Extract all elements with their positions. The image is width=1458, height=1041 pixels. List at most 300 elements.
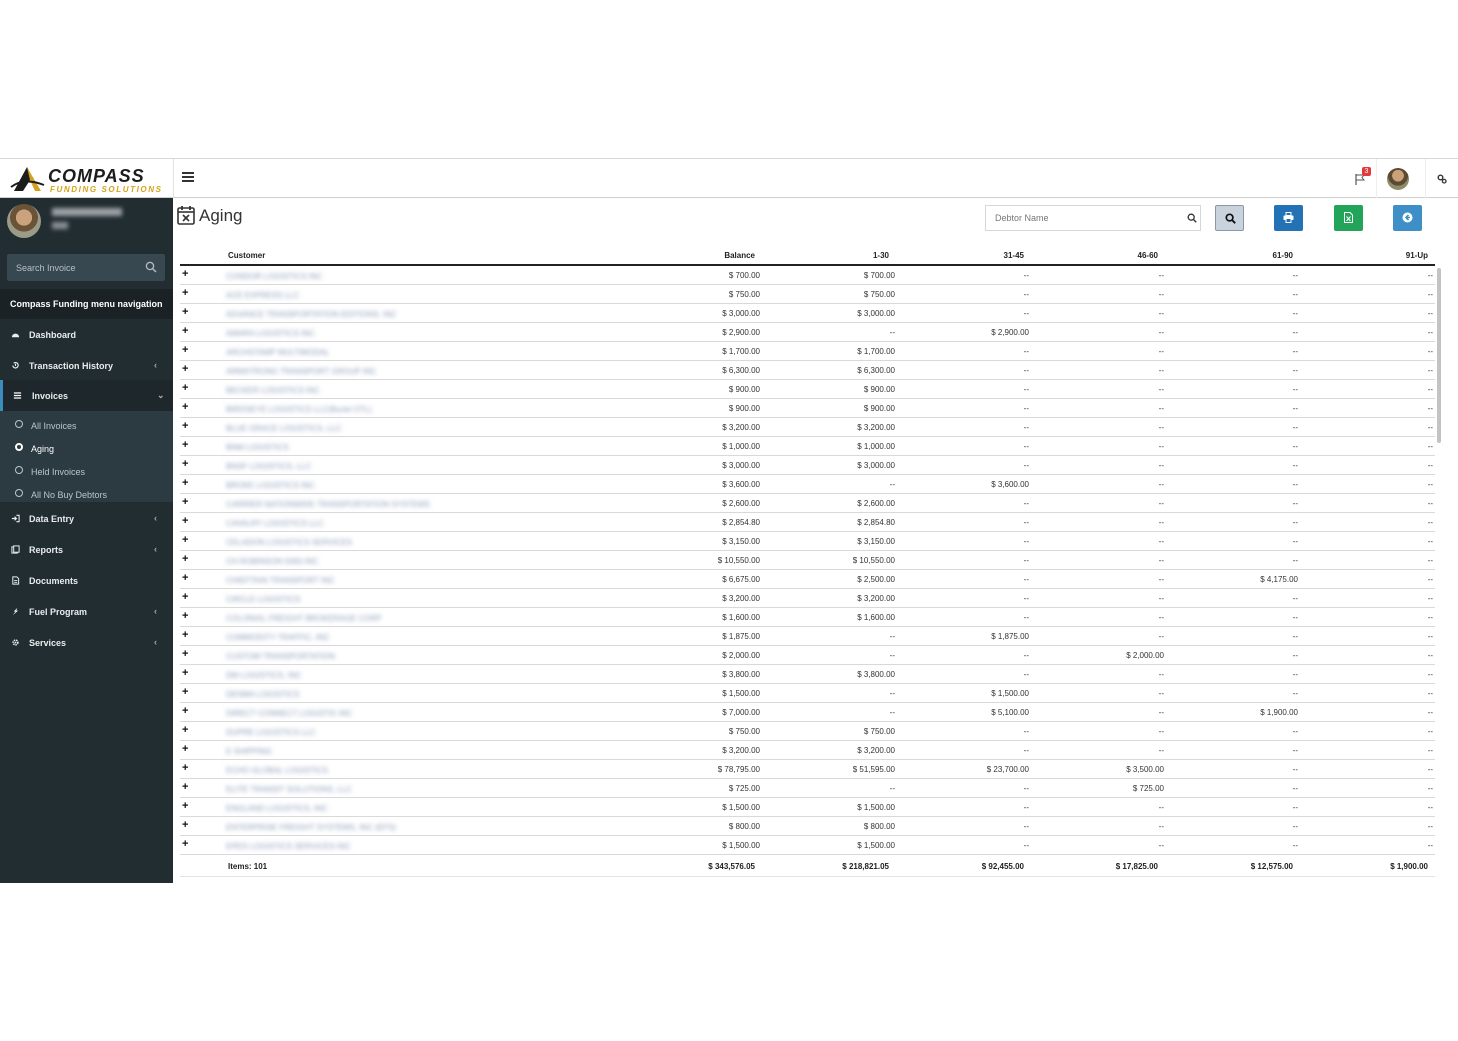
cell-balance: $ 7,000.00	[722, 708, 760, 717]
sidebar-item-label: Reports	[29, 545, 64, 555]
column-header-1-30[interactable]: 1-30	[872, 251, 889, 260]
cell-1-30: $ 1,500.00	[857, 803, 895, 812]
main-content	[173, 198, 1458, 883]
table-row	[180, 513, 1435, 532]
expand-row-icon[interactable]: +	[182, 705, 189, 717]
cell-31-45: $ 5,100.00	[991, 708, 1029, 717]
cell-1-30: $ 1,500.00	[857, 841, 895, 850]
expand-row-icon[interactable]: +	[182, 496, 189, 508]
total-1-30: $ 218,821.05	[842, 862, 889, 871]
cell-91-up: --	[1427, 670, 1433, 679]
cell-balance: $ 3,000.00	[722, 309, 760, 318]
customer-link[interactable]: ARMSTRONG TRANSPORT GROUP INC	[226, 367, 377, 376]
expand-row-icon[interactable]: +	[182, 287, 189, 299]
cell-1-30: $ 750.00	[863, 290, 895, 299]
cell-balance: $ 3,800.00	[722, 670, 760, 679]
cell-1-30: $ 3,000.00	[857, 309, 895, 318]
expand-row-icon[interactable]: +	[182, 591, 189, 603]
cell-31-45: --	[1023, 575, 1029, 584]
customer-link[interactable]: CUSTOM TRANSPORTATION	[226, 652, 336, 661]
chevron-left-icon: ‹	[154, 637, 157, 647]
cell-61-90: --	[1292, 670, 1298, 679]
cell-61-90: --	[1292, 632, 1298, 641]
column-header-customer[interactable]: Customer	[228, 251, 266, 260]
cell-46-60: --	[1158, 499, 1164, 508]
customer-link[interactable]: ENTERPRISE FREIGHT SYSTEMS, INC (EFS)	[226, 823, 397, 832]
cell-balance: $ 1,875.00	[722, 632, 760, 641]
cell-61-90: --	[1292, 537, 1298, 546]
expand-row-icon[interactable]: +	[182, 781, 189, 793]
table-row	[180, 779, 1435, 798]
cell-balance: $ 900.00	[728, 404, 760, 413]
table-row	[180, 741, 1435, 760]
cell-balance: $ 3,150.00	[722, 537, 760, 546]
cell-1-30: $ 51,595.00	[852, 765, 895, 774]
cell-balance: $ 2,000.00	[722, 651, 760, 660]
cell-31-45: --	[1023, 347, 1029, 356]
cell-balance: $ 700.00	[728, 271, 760, 280]
cell-61-90: --	[1292, 290, 1298, 299]
expand-row-icon[interactable]: +	[182, 724, 189, 736]
table-row	[180, 494, 1435, 513]
items-count: Items: 101	[228, 862, 268, 871]
cell-1-30: --	[889, 689, 895, 698]
customer-link[interactable]: ADVANCE TRANSPORTATION EDITIONS, INC	[226, 310, 397, 319]
table-row	[180, 722, 1435, 741]
expand-row-icon[interactable]: +	[182, 553, 189, 565]
table-row	[180, 437, 1435, 456]
cell-46-60: --	[1158, 537, 1164, 546]
cell-91-up: --	[1427, 347, 1433, 356]
cell-balance: $ 1,000.00	[722, 442, 760, 451]
submenu-label: Aging	[31, 444, 55, 454]
table-row	[180, 551, 1435, 570]
customer-link[interactable]: CHIEFTAIN TRANSPORT INC	[226, 576, 335, 585]
expand-row-icon[interactable]: +	[182, 534, 189, 546]
cell-91-up: --	[1427, 537, 1433, 546]
notification-badge: 3	[1362, 167, 1371, 176]
cell-31-45: --	[1023, 651, 1029, 660]
invoices-submenu	[0, 411, 173, 502]
cell-46-60: --	[1158, 689, 1164, 698]
excel-file-icon	[1343, 212, 1354, 223]
cell-1-30: $ 1,600.00	[857, 613, 895, 622]
cell-31-45: --	[1023, 670, 1029, 679]
column-header-balance[interactable]: Balance	[724, 251, 755, 260]
expand-row-icon[interactable]: +	[182, 610, 189, 622]
sidebar-item-label: Services	[29, 638, 67, 648]
sidebar-avatar	[7, 204, 41, 238]
cell-31-45: --	[1023, 404, 1029, 413]
cell-46-60: --	[1158, 423, 1164, 432]
cell-46-60: --	[1158, 442, 1164, 451]
cell-46-60: --	[1158, 594, 1164, 603]
cell-91-up: --	[1427, 480, 1433, 489]
table-row	[180, 418, 1435, 437]
cell-61-90: --	[1292, 689, 1298, 698]
cell-balance: $ 800.00	[728, 822, 760, 831]
total-91-up: $ 1,900.00	[1390, 862, 1428, 871]
cell-balance: $ 750.00	[728, 290, 760, 299]
customer-link[interactable]: BIRDSEYE LOGISTICS LLC(Buriel OTL)	[226, 405, 372, 414]
cell-1-30: --	[889, 784, 895, 793]
chevron-left-icon: ‹	[154, 606, 157, 616]
cell-31-45: --	[1023, 784, 1029, 793]
customer-link[interactable]: DM LOGISTICS, INC	[226, 671, 302, 680]
circle-icon	[15, 443, 23, 451]
search-icon	[1225, 213, 1236, 224]
navbar-divider	[173, 159, 174, 199]
chevron-down-icon: ⌄	[157, 390, 165, 400]
submenu-label: All Invoices	[31, 421, 77, 431]
expand-row-icon[interactable]: +	[182, 667, 189, 679]
sidebar-item-dashboard[interactable]	[0, 319, 173, 350]
table-row	[180, 570, 1435, 589]
user-name-blurred	[52, 208, 122, 216]
cell-91-up: --	[1427, 803, 1433, 812]
cell-91-up: --	[1427, 841, 1433, 850]
expand-row-icon[interactable]: +	[182, 401, 189, 413]
expand-row-icon[interactable]: +	[182, 515, 189, 527]
compass-logo[interactable]	[10, 165, 170, 195]
customer-link[interactable]: CIRCLE LOGISTICS	[226, 595, 301, 604]
expand-row-icon[interactable]: +	[182, 648, 189, 660]
expand-row-icon[interactable]: +	[182, 344, 189, 356]
debtor-search	[985, 205, 1201, 231]
submenu-item-held-invoices[interactable]	[0, 460, 173, 482]
cell-91-up: --	[1427, 822, 1433, 831]
expand-row-icon[interactable]: +	[182, 743, 189, 755]
cell-91-up: --	[1427, 328, 1433, 337]
table-row	[180, 817, 1435, 836]
cell-31-45: $ 23,700.00	[986, 765, 1029, 774]
dashboard-icon	[11, 330, 20, 339]
cell-61-90: --	[1292, 385, 1298, 394]
expand-row-icon[interactable]: +	[182, 838, 189, 850]
expand-row-icon[interactable]: +	[182, 420, 189, 432]
customer-link[interactable]: CONDOR LOGISTICS INC	[226, 272, 323, 281]
cell-91-up: --	[1427, 784, 1433, 793]
cell-91-up: --	[1427, 499, 1433, 508]
cell-61-90: --	[1292, 423, 1298, 432]
user-avatar[interactable]	[1387, 168, 1409, 190]
cell-61-90: --	[1292, 442, 1298, 451]
cell-1-30: --	[889, 632, 895, 641]
customer-link[interactable]: CELADON LOGISTICS SERVICES	[226, 538, 353, 547]
cell-61-90: --	[1292, 594, 1298, 603]
gears-icon[interactable]	[1437, 174, 1447, 184]
expand-row-icon[interactable]: +	[182, 686, 189, 698]
cell-46-60: --	[1158, 309, 1164, 318]
expand-row-icon[interactable]: +	[182, 325, 189, 337]
circle-icon	[15, 466, 23, 474]
cell-61-90: --	[1292, 613, 1298, 622]
customer-link[interactable]: ECHO GLOBAL LOGISTICS	[226, 766, 328, 775]
table-row	[180, 608, 1435, 627]
cell-1-30: $ 3,200.00	[857, 746, 895, 755]
customer-link[interactable]: ACE EXPRESS LLC	[226, 291, 300, 300]
expand-row-icon[interactable]: +	[182, 439, 189, 451]
customer-link[interactable]: CAVALRY LOGISTICS LLC	[226, 519, 324, 528]
cell-1-30: $ 1,000.00	[857, 442, 895, 451]
cell-31-45: --	[1023, 423, 1029, 432]
cell-46-60: --	[1158, 518, 1164, 527]
brand-tagline: FUNDING SOLUTIONS	[50, 185, 163, 194]
cell-61-90: --	[1292, 784, 1298, 793]
customer-link[interactable]: ELITE TRANSIT SOLUTIONS, LLC	[226, 785, 352, 794]
cell-balance: $ 1,600.00	[722, 613, 760, 622]
table-row	[180, 266, 1435, 285]
cell-balance: $ 78,795.00	[717, 765, 760, 774]
cell-61-90: --	[1292, 309, 1298, 318]
table-row	[180, 361, 1435, 380]
cell-31-45: --	[1023, 727, 1029, 736]
expand-row-icon[interactable]: +	[182, 572, 189, 584]
cell-91-up: --	[1427, 461, 1433, 470]
cell-1-30: $ 800.00	[863, 822, 895, 831]
cell-61-90: --	[1292, 404, 1298, 413]
cell-61-90: --	[1292, 841, 1298, 850]
table-row	[180, 589, 1435, 608]
cell-46-60: --	[1158, 480, 1164, 489]
column-header-61-90[interactable]: 61-90	[1272, 251, 1293, 260]
customer-link[interactable]: AMARA LOGISTICS INC	[226, 329, 315, 338]
cell-1-30: $ 2,854.80	[857, 518, 895, 527]
cell-46-60: --	[1158, 556, 1164, 565]
customer-link[interactable]: EPES LOGISTICS SERVICES INC	[226, 842, 351, 851]
export-excel-button[interactable]	[1334, 205, 1363, 231]
compass-logo-icon	[10, 165, 46, 193]
sidebar-item-invoices[interactable]	[0, 380, 173, 411]
table-row	[180, 456, 1435, 475]
history-icon	[11, 361, 20, 370]
cell-1-30: $ 2,500.00	[857, 575, 895, 584]
cell-31-45: --	[1023, 518, 1029, 527]
expand-row-icon[interactable]: +	[182, 762, 189, 774]
cell-61-90: $ 4,175.00	[1260, 575, 1298, 584]
customer-link[interactable]: CH ROBINSON 5063 INC	[226, 557, 319, 566]
table-row	[180, 532, 1435, 551]
cell-91-up: --	[1427, 290, 1433, 299]
customer-link[interactable]: DENMA LOGISTICS	[226, 690, 300, 699]
cell-31-45: $ 3,600.00	[991, 480, 1029, 489]
table-row	[180, 646, 1435, 665]
cell-1-30: $ 1,700.00	[857, 347, 895, 356]
calendar-times-icon	[177, 205, 195, 225]
customer-link[interactable]: E SHIPPING	[226, 747, 272, 756]
submenu-item-all-invoices[interactable]	[0, 414, 173, 436]
table-row	[180, 703, 1435, 722]
cell-91-up: --	[1427, 594, 1433, 603]
cell-1-30: $ 3,200.00	[857, 423, 895, 432]
menu-header: Compass Funding menu navigation	[0, 289, 173, 319]
sidebar-item-reports[interactable]	[0, 534, 173, 565]
brand-name: COMPASS	[48, 166, 145, 186]
cell-46-60: $ 3,500.00	[1126, 765, 1164, 774]
cell-31-45: --	[1023, 841, 1029, 850]
search-button[interactable]	[1215, 205, 1244, 231]
expand-row-icon[interactable]: +	[182, 458, 189, 470]
sidebar-item-fuel-program[interactable]	[0, 596, 173, 627]
customer-link[interactable]: BNSF LOGISTICS, LLC	[226, 462, 312, 471]
cell-46-60: --	[1158, 708, 1164, 717]
cell-1-30: $ 2,600.00	[857, 499, 895, 508]
chevron-left-icon: ‹	[154, 544, 157, 554]
sidebar-item-label: Transaction History	[29, 361, 114, 371]
sidebar	[0, 198, 173, 883]
column-header-31-45[interactable]: 31-45	[1003, 251, 1024, 260]
top-navbar	[0, 158, 1458, 198]
expand-row-icon[interactable]: +	[182, 819, 189, 831]
cell-balance: $ 750.00	[728, 727, 760, 736]
cell-1-30: $ 3,800.00	[857, 670, 895, 679]
customer-link[interactable]: COLONIAL FREIGHT BROKERAGE CORP	[226, 614, 382, 623]
expand-row-icon[interactable]: +	[182, 363, 189, 375]
table-row	[180, 399, 1435, 418]
cell-61-90: --	[1292, 328, 1298, 337]
cell-balance: $ 3,200.00	[722, 423, 760, 432]
submenu-item-no-buy-debtors[interactable]	[0, 483, 173, 505]
sidebar-item-label: Data Entry	[29, 514, 75, 524]
cell-1-30: $ 10,550.00	[852, 556, 895, 565]
back-button[interactable]	[1393, 205, 1422, 231]
customer-link[interactable]: ENGLAND LOGISTICS, INC	[226, 804, 328, 813]
cell-1-30: $ 3,200.00	[857, 594, 895, 603]
sidebar-item-label: Invoices	[32, 391, 69, 401]
cell-91-up: --	[1427, 651, 1433, 660]
list-icon	[13, 391, 22, 400]
customer-link[interactable]: DIRECT CONNECT LOGISTIX INC	[226, 709, 353, 718]
sidebar-item-services[interactable]	[0, 627, 173, 658]
cell-46-60: $ 2,000.00	[1126, 651, 1164, 660]
cell-91-up: --	[1427, 575, 1433, 584]
navbar-separator	[1425, 159, 1426, 199]
cell-balance: $ 10,550.00	[717, 556, 760, 565]
scrollbar-thumb[interactable]	[1437, 268, 1441, 443]
cell-91-up: --	[1427, 385, 1433, 394]
circle-icon	[15, 489, 23, 497]
cell-31-45: --	[1023, 309, 1029, 318]
submenu-label: All No Buy Debtors	[31, 490, 108, 500]
cell-31-45: --	[1023, 461, 1029, 470]
table-footer	[180, 855, 1435, 877]
cell-61-90: --	[1292, 461, 1298, 470]
cell-31-45: $ 1,875.00	[991, 632, 1029, 641]
expand-row-icon[interactable]: +	[182, 800, 189, 812]
cell-46-60: --	[1158, 290, 1164, 299]
column-header-46-60[interactable]: 46-60	[1137, 251, 1158, 260]
table-row	[180, 684, 1435, 703]
cell-31-45: --	[1023, 290, 1029, 299]
expand-row-icon[interactable]: +	[182, 382, 189, 394]
cell-46-60: --	[1158, 575, 1164, 584]
cell-31-45: $ 1,500.00	[991, 689, 1029, 698]
cell-31-45: --	[1023, 556, 1029, 565]
cell-91-up: --	[1427, 632, 1433, 641]
sidebar-item-label: Fuel Program	[29, 607, 88, 617]
sidebar-search	[7, 254, 165, 281]
total-46-60: $ 17,825.00	[1115, 862, 1158, 871]
cell-1-30: --	[889, 708, 895, 717]
expand-row-icon[interactable]: +	[182, 477, 189, 489]
cell-46-60: --	[1158, 822, 1164, 831]
cell-31-45: --	[1023, 499, 1029, 508]
customer-link[interactable]: CARRIER NATIONWIDE TRANSPORTATION SYSTEMS	[226, 500, 430, 509]
customer-link[interactable]: BECKER LOGISTICS INC	[226, 386, 320, 395]
column-header-91-up[interactable]: 91-Up	[1405, 251, 1428, 260]
cell-91-up: --	[1427, 613, 1433, 622]
expand-row-icon[interactable]: +	[182, 268, 189, 280]
cell-61-90: --	[1292, 651, 1298, 660]
cell-31-45: --	[1023, 822, 1029, 831]
submenu-item-aging[interactable]	[0, 437, 173, 459]
search-icon[interactable]	[145, 261, 157, 273]
search-invoice-input[interactable]	[7, 254, 137, 281]
cell-balance: $ 900.00	[728, 385, 760, 394]
cell-1-30: --	[889, 480, 895, 489]
print-icon	[1283, 212, 1294, 223]
cell-61-90: --	[1292, 765, 1298, 774]
cell-91-up: --	[1427, 309, 1433, 318]
search-icon[interactable]	[1187, 213, 1197, 223]
table-row	[180, 304, 1435, 323]
cell-91-up: --	[1427, 366, 1433, 375]
cell-91-up: --	[1427, 423, 1433, 432]
customer-link[interactable]: COMMODITY TRAFFIC, INC	[226, 633, 330, 642]
customer-link[interactable]: DUPRE LOGISTICS LLC	[226, 728, 316, 737]
cell-balance: $ 6,300.00	[722, 366, 760, 375]
cell-balance: $ 3,600.00	[722, 480, 760, 489]
table-row	[180, 665, 1435, 684]
customer-link[interactable]: BROKE LOGISTICS INC	[226, 481, 315, 490]
cell-61-90: --	[1292, 727, 1298, 736]
cell-61-90: --	[1292, 746, 1298, 755]
gear-icon	[11, 638, 20, 647]
hamburger-menu-icon[interactable]	[182, 172, 194, 184]
cell-61-90: --	[1292, 366, 1298, 375]
customer-link[interactable]: ARCHSTAMP MULTIMODAL	[226, 348, 330, 357]
sidebar-item-transaction-history[interactable]	[0, 350, 173, 381]
cell-31-45: --	[1023, 385, 1029, 394]
app-window	[0, 158, 1458, 883]
cell-balance: $ 1,500.00	[722, 841, 760, 850]
document-icon	[11, 576, 20, 585]
cell-balance: $ 3,000.00	[722, 461, 760, 470]
customer-link[interactable]: BLUE GRACE LOGISTICS, LLC	[226, 424, 342, 433]
cell-91-up: --	[1427, 518, 1433, 527]
debtor-name-input[interactable]	[986, 206, 1176, 230]
cell-46-60: $ 725.00	[1132, 784, 1164, 793]
cell-31-45: --	[1023, 271, 1029, 280]
expand-row-icon[interactable]: +	[182, 306, 189, 318]
cell-61-90: $ 1,900.00	[1260, 708, 1298, 717]
cell-31-45: --	[1023, 537, 1029, 546]
cell-balance: $ 3,200.00	[722, 746, 760, 755]
sidebar-item-label: Documents	[29, 576, 79, 586]
expand-row-icon[interactable]: +	[182, 629, 189, 641]
table-row	[180, 627, 1435, 646]
table-header	[180, 245, 1435, 266]
print-button[interactable]	[1274, 205, 1303, 231]
cell-balance: $ 2,900.00	[722, 328, 760, 337]
total-61-90: $ 12,575.00	[1250, 862, 1293, 871]
sidebar-item-documents[interactable]	[0, 565, 173, 596]
cell-31-45: $ 2,900.00	[991, 328, 1029, 337]
sidebar-item-label: Dashboard	[29, 330, 77, 340]
customer-link[interactable]: BNM LOGISTICS	[226, 443, 289, 452]
cell-91-up: --	[1427, 442, 1433, 451]
sidebar-item-data-entry[interactable]	[0, 503, 173, 534]
